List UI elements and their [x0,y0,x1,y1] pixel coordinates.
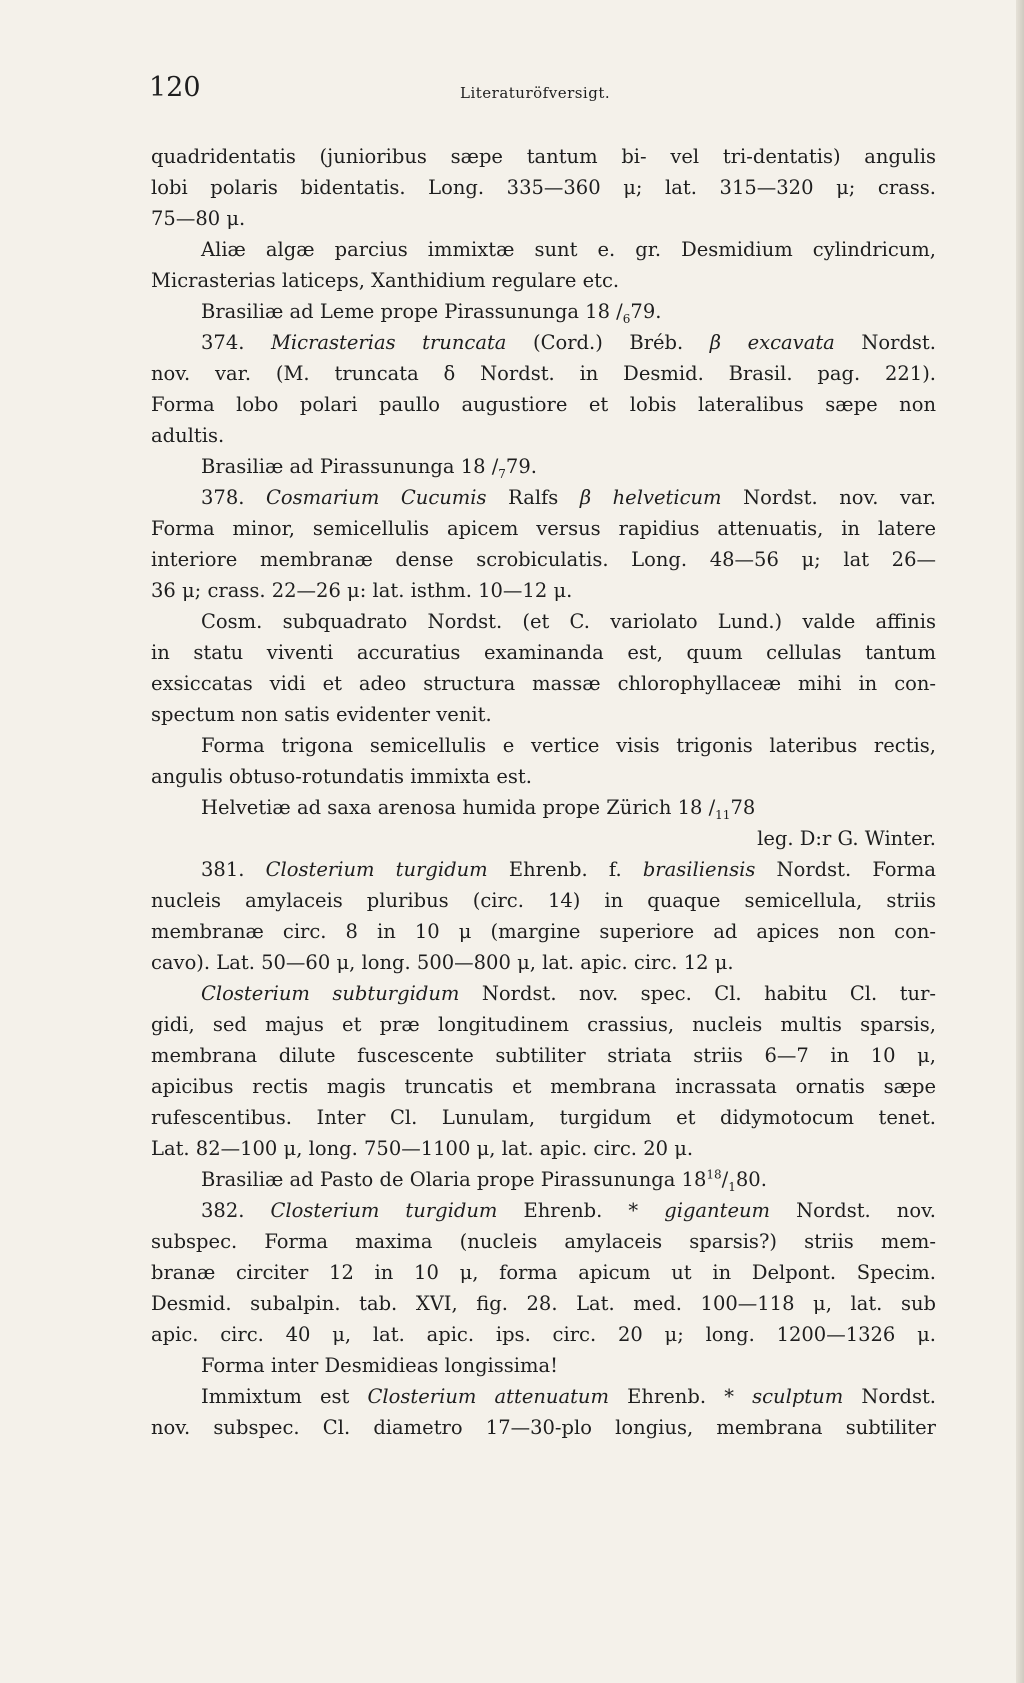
text-line [151,1226,936,1257]
text-line [151,296,936,327]
text-run: quadridentatis (junioribus sæpe tantum bi- vel tri-dentatis) angulis [151,145,936,168]
text-run: Forma lobo polari paullo augustiore et lobis lateralibus sæpe non [151,393,936,416]
text-run: adultis. [151,424,225,447]
text-run: rufescentibus. Inter Cl. Lunulam, turgidum et didymotocum tenet. [151,1106,936,1129]
text-run: 80. [735,1168,767,1191]
text-run: membranæ circ. 8 in 10 μ (margine superiore ad apices non con- [151,920,936,943]
text-line [151,1412,936,1443]
text-line [151,978,936,1009]
text-run: 378. [201,486,266,509]
text-line [151,544,936,575]
subscript: 11 [715,807,731,822]
italic-run: giganteum [664,1199,771,1222]
text-run: interiore membranæ dense scrobiculatis. Long. 48—56 μ; lat 26— [151,548,936,571]
text-run: apic. circ. 40 μ, lat. apic. ips. circ. 20 μ; long. 1200—1326 μ. [151,1323,936,1346]
text-line [151,1102,936,1133]
text-run: 381. [201,858,266,881]
text-run: 36 μ; crass. 22—26 μ: lat. isthm. 10—12 μ. [151,579,573,602]
text-line [151,1319,936,1350]
text-run: Nordst. nov. [770,1199,936,1222]
text-run: Forma trigona semicellulis e vertice visis trigonis lateribus rectis, [201,734,936,757]
page-header [149,72,949,112]
text-run: Brasiliæ ad Leme prope Pirassununga 18 / [201,300,623,323]
text-run: Nordst. nov. var. [721,486,936,509]
text-run: Ehrenb. f. [487,858,643,881]
text-run: 79. [630,300,662,323]
italic-run: Micrasterias truncata [270,331,507,354]
subscript: 6 [622,311,631,326]
text-line [151,823,936,854]
text-line [151,730,936,761]
text-run: nov. var. (M. truncata δ Nordst. in Desmid. Brasil. pag. 221). [151,362,936,385]
text-line [151,1288,936,1319]
text-run: Micrasterias laticeps, Xanthidium regulare etc. [151,269,620,292]
text-line [151,916,936,947]
text-line [151,358,936,389]
text-run: branæ circiter 12 in 10 μ, forma apicum ut in Delpont. Specim. [151,1261,936,1284]
text-line [151,420,936,451]
text-run: Immixtum est [201,1385,368,1408]
text-run: Cosm. subquadrato Nordst. (et C. variolato Lund.) valde affinis [201,610,936,633]
text-run: 78 [730,796,756,819]
italic-run: brasiliensis [642,858,756,881]
subscript: 1 [728,1179,736,1194]
text-run: (Cord.) Bréb. [506,331,710,354]
text-line [151,1350,936,1381]
body-text [151,141,936,1443]
text-run: spectum non satis evidenter venit. [151,703,492,726]
italic-run: Closterium turgidum [270,1199,498,1222]
text-run: Lat. 82—100 μ, long. 750—1100 μ, lat. apic. circ. 20 μ. [151,1137,694,1160]
text-run: Nordst. [834,331,936,354]
text-line [151,327,936,358]
text-line [151,451,936,482]
text-run: membrana dilute fuscescente subtiliter striata striis 6—7 in 10 μ, [151,1044,936,1067]
text-line [151,389,936,420]
text-line [151,885,936,916]
text-line [151,234,936,265]
text-run: 79. [505,455,537,478]
text-line [151,203,936,234]
text-line [151,792,936,823]
running-head: Literaturöfversigt. [460,84,611,102]
page-edge [1016,0,1024,1683]
text-run: angulis obtuso-rotundatis immixta est. [151,765,532,788]
text-run: Forma minor, semicellulis apicem versus rapidius attenuatis, in latere [151,517,936,540]
text-line [151,141,936,172]
text-line [151,513,936,544]
italic-run: Cosmarium Cucumis [265,486,487,509]
text-run: 374. [201,331,271,354]
text-line [151,699,936,730]
italic-run: Closterium subturgidum [201,982,460,1005]
text-run: 382. [201,1199,271,1222]
text-run: Brasiliæ ad Pirassununga 18 / [201,455,499,478]
text-run: Aliæ algæ parcius immixtæ sunt e. gr. Desmidium cylindricum, [201,238,936,261]
text-line [151,854,936,885]
text-line [151,761,936,792]
text-run: 75—80 μ. [151,207,246,230]
text-run: Ralfs [486,486,580,509]
text-line [151,606,936,637]
text-line [151,637,936,668]
italic-run: Closterium turgidum [265,858,488,881]
text-run: Nordst. nov. spec. Cl. habitu Cl. tur- [459,982,937,1005]
text-run: Ehrenb. * [609,1385,753,1408]
text-run: subspec. Forma maxima (nucleis amylaceis sparsis?) striis mem- [151,1230,936,1253]
text-run: Nordst. [843,1385,936,1408]
italic-run: sculptum [752,1385,844,1408]
text-run: Forma inter Desmidieas longissima! [201,1354,558,1377]
text-line [151,1009,936,1040]
text-run: / [721,1168,729,1191]
text-line [151,1381,936,1412]
text-line [151,1040,936,1071]
text-run: Ehrenb. * [497,1199,665,1222]
text-run: Nordst. Forma [755,858,936,881]
text-run: apicibus rectis magis truncatis et membrana incrassata ornatis sæpe [151,1075,936,1098]
text-line [151,1195,936,1226]
text-run: gidi, sed majus et præ longitudinem crassius, nucleis multis sparsis, [151,1013,936,1036]
text-run: in statu viventi accuratius examinanda est, quum cellulas tantum [151,641,936,664]
text-run: lobi polaris bidentatis. Long. 335—360 μ; lat. 315—320 μ; crass. [151,176,936,199]
page-number: 120 [149,72,201,103]
superscript: 18 [706,1167,722,1182]
text-run: Helvetiæ ad saxa arenosa humida prope Zürich 18 / [201,796,716,819]
text-run: Brasiliæ ad Pasto de Olaria prope Pirassununga 18 [201,1168,707,1191]
text-run: Desmid. subalpin. tab. XVI, fig. 28. Lat. med. 100—118 μ, lat. sub [151,1292,936,1315]
text-line [151,172,936,203]
text-line [151,575,936,606]
italic-run: Closterium attenuatum [367,1385,609,1408]
text-run: nov. subspec. Cl. diametro 17—30-plo longius, membrana subtiliter [151,1416,936,1439]
text-line [151,1071,936,1102]
text-line [151,482,936,513]
text-line [151,265,936,296]
italic-run: β excavata [709,331,835,354]
text-line [151,668,936,699]
text-line [151,1164,936,1195]
text-run: cavo). Lat. 50—60 μ, long. 500—800 μ, lat. apic. circ. 12 μ. [151,951,734,974]
text-run: nucleis amylaceis pluribus (circ. 14) in quaque semicellula, striis [151,889,936,912]
text-run: exsiccatas vidi et adeo structura massæ chlorophyllaceæ mihi in con- [151,672,936,695]
text-line [151,1133,936,1164]
italic-run: β helveticum [579,486,722,509]
text-run: leg. D:r G. Winter. [757,827,936,850]
text-line [151,947,936,978]
subscript: 7 [498,466,506,481]
text-line [151,1257,936,1288]
